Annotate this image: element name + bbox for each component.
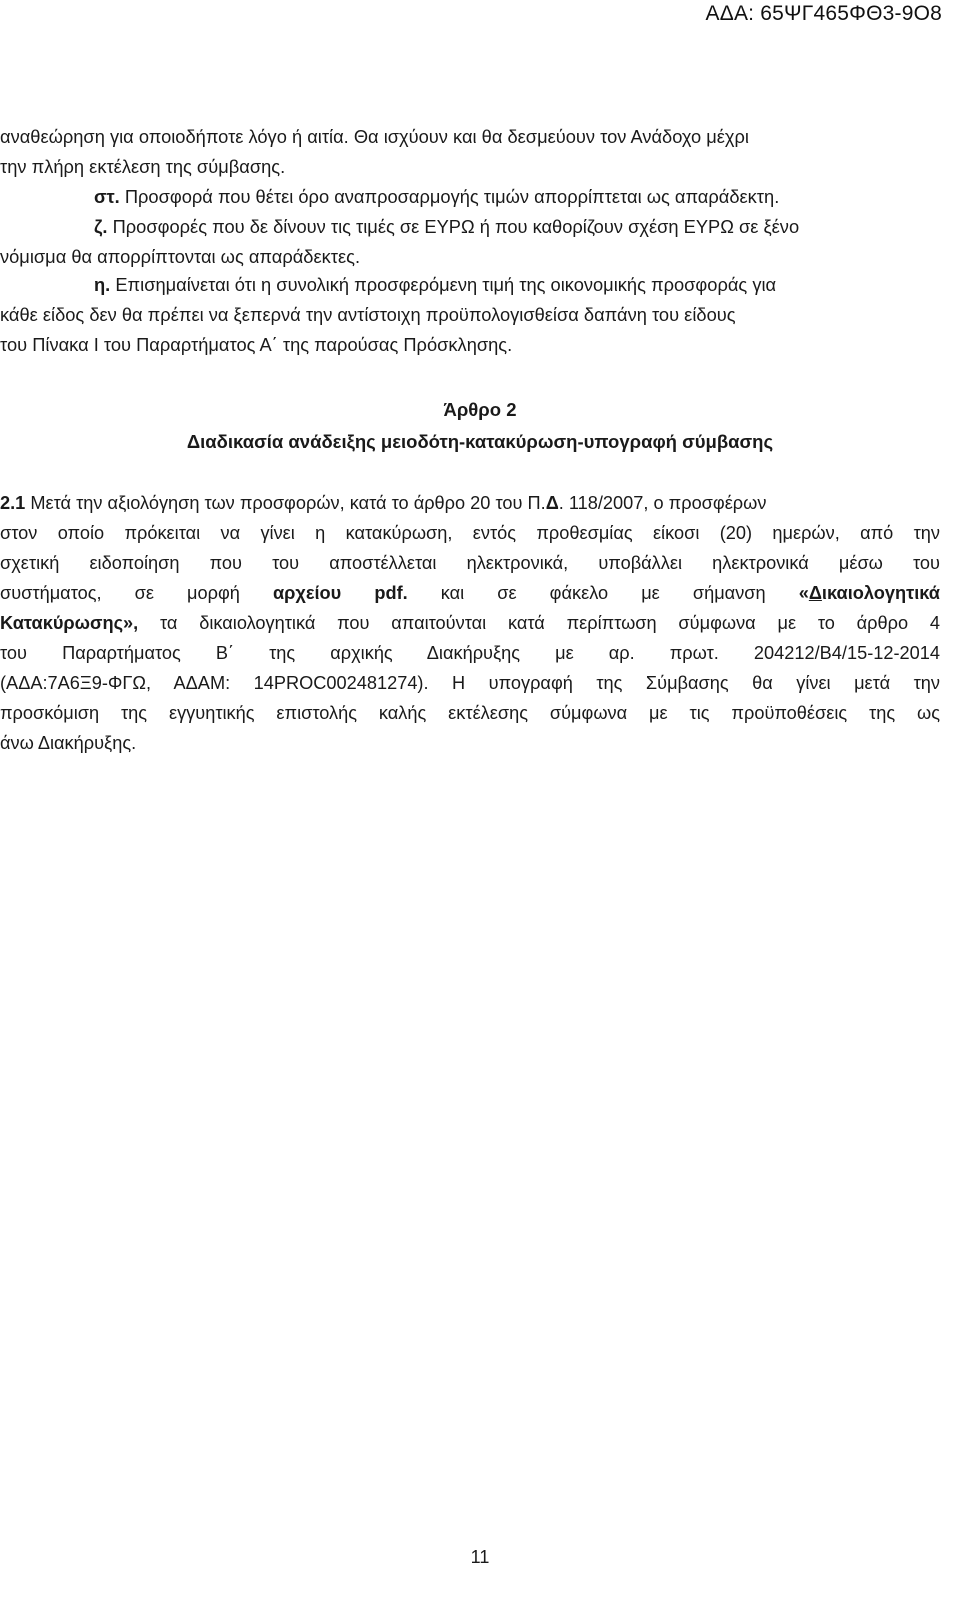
text-line: κάθε είδος δεν θα πρέπει να ξεπερνά την αντίστοιχη προϋπολογισθείσα δαπάνη του είδους — [0, 304, 736, 325]
text-line: σχετική ειδοποίηση που του αποστέλλεται ηλεκτρονικά, υποβάλλει ηλεκτρονικά μέσω του — [0, 553, 940, 573]
bold-span: pdf. — [374, 583, 408, 603]
text-span: τα δικαιολογητικά που απαιτούνται κατά περίπτωση σύμφωνα με το άρθρο 4 — [138, 613, 940, 633]
underlined-span: Δ — [808, 583, 822, 603]
bold-span: Κατακύρωσης», — [0, 613, 139, 633]
paragraph-continuation — [0, 122, 940, 182]
article-number: Άρθρο 2 — [443, 399, 517, 420]
text-span: « — [798, 583, 809, 603]
text-span: . 118/2007, ο προσφέρων — [558, 493, 767, 513]
article-body — [0, 488, 940, 758]
item-text: Προσφορές που δε δίνουν τις τιμές σε ΕΥΡΩ ή που καθορίζουν σχέση ΕΥΡΩ σε ξένο — [107, 216, 800, 237]
text-line — [0, 270, 940, 300]
text-line: προσκόμιση της εγγυητικής επιστολής καλής εκτέλεσης σύμφωνα με τις προϋποθέσεις της ως — [0, 703, 940, 723]
list-item-h — [0, 270, 940, 360]
item-text: Προσφορά που θέτει όρο αναπροσαρμογής τιμών απορρίπτεται ως απαράδεκτη. — [119, 186, 780, 207]
bold-span — [799, 583, 940, 603]
page-number: 11 — [470, 1547, 490, 1567]
item-marker: ζ. — [94, 216, 108, 237]
text-span: Μετά την αξιολόγηση των προσφορών, κατά το άρθρο 20 του Π. — [25, 493, 546, 513]
ada-identifier: ΑΔΑ: 65ΨΓ465ΦΘ3-9Ο8 — [705, 2, 942, 25]
list-item-z — [0, 212, 940, 272]
clause-number: 2.1 — [0, 493, 26, 513]
item-marker: στ. — [94, 186, 120, 207]
text-line: την πλήρη εκτέλεση της σύμβασης. — [0, 156, 286, 177]
text-span: ικαιολογητικά — [821, 583, 940, 603]
text-span: Δ — [545, 493, 559, 513]
bold-span: αρχείου — [272, 583, 342, 603]
text-line: του Πίνακα Ι του Παραρτήματος Α΄ της παρούσας Πρόσκλησης. — [0, 334, 513, 355]
text-line: στον οποίο πρόκειται να γίνει η κατακύρωση, εντός προθεσμίας είκοσι (20) ημερών, από την — [0, 523, 940, 543]
text-line — [0, 212, 940, 242]
text-line — [0, 608, 940, 638]
text-line — [0, 578, 940, 608]
text-line: αναθεώρηση για οποιοδήποτε λόγο ή αιτία. Θα ισχύουν και θα δεσμεύουν τον Ανάδοχο μέχρι — [0, 126, 749, 147]
text-span: συστήματος, σε μορφή — [0, 583, 273, 603]
text-span: και σε φάκελο με σήμανση — [407, 583, 799, 603]
text-line: του Παραρτήματος Β΄ της αρχικής Διακήρυξης με αρ. πρωτ. 204212/Β4/15-12-2014 — [0, 643, 940, 663]
text-line: νόμισμα θα απορρίπτονται ως απαράδεκτες. — [0, 246, 361, 267]
item-marker: η. — [94, 274, 111, 295]
article-title: Διαδικασία ανάδειξης μειοδότη-κατακύρωση-υπογραφή σύμβασης — [186, 431, 774, 452]
text-line: (ΑΔΑ:7Α6Ξ9-ΦΓΩ, ΑΔΑΜ: 14PROC002481274). Η υπογραφή της Σύμβασης θα γίνει μετά την — [0, 673, 940, 693]
text-line: άνω Διακήρυξης. — [0, 733, 137, 753]
list-item-st — [0, 182, 960, 212]
text-line — [0, 488, 940, 518]
item-text: Επισημαίνεται ότι η συνολική προσφερόμενη τιμή της οικονομικής προσφοράς για — [110, 274, 777, 295]
